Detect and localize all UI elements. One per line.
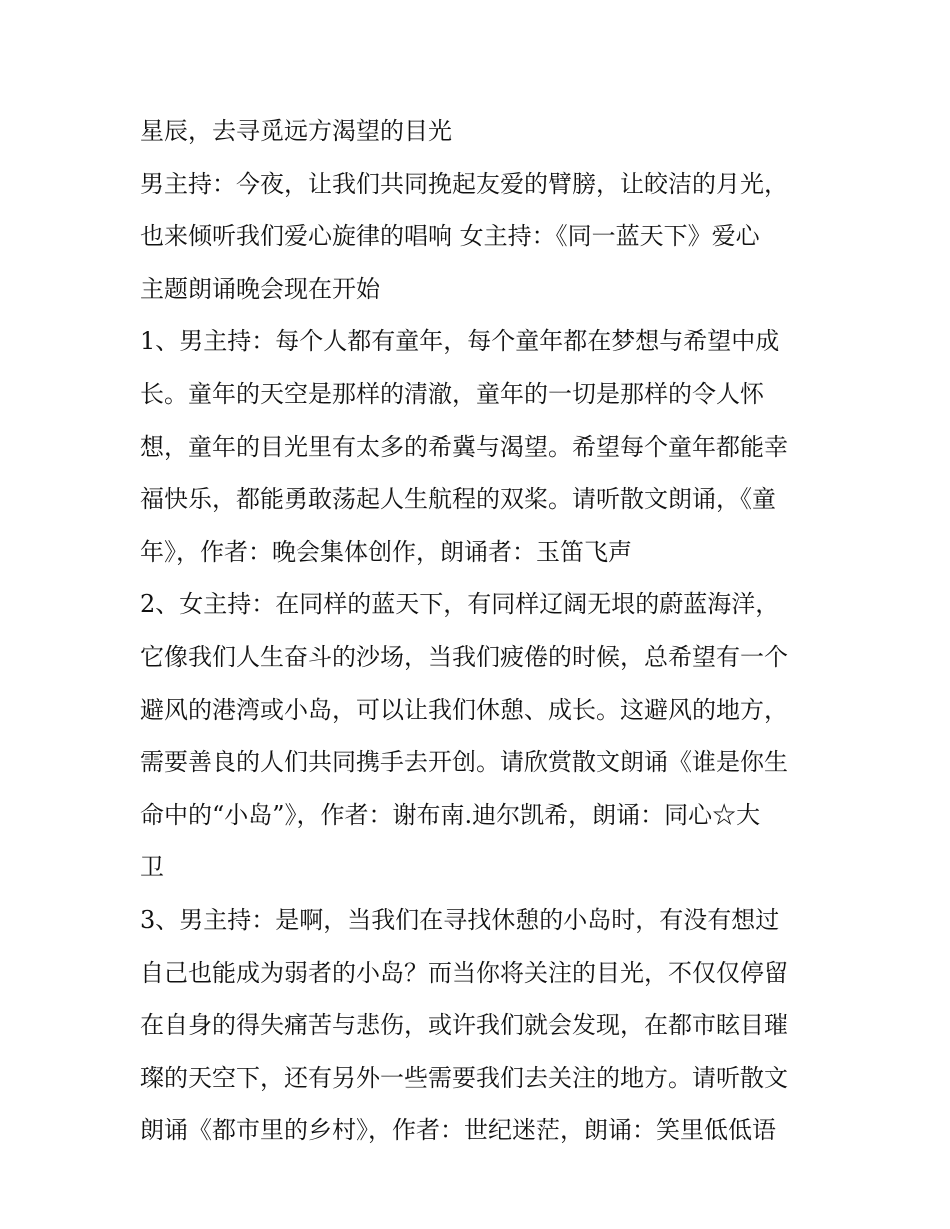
text-line: 星辰，去寻觅远方渴望的目光 bbox=[140, 117, 452, 145]
text-line: 璨的天空下，还有另外一些需要我们去关注的地方。请听散文 bbox=[140, 1063, 788, 1092]
text-line: 主题朗诵晚会现在开始 bbox=[140, 274, 380, 303]
text-line: 朗诵《都市里的乡村》，作者：世纪迷茫，朗诵：笑里低低语 bbox=[140, 1116, 776, 1145]
text-line: 也来倾听我们爱心旋律的唱响 女主持：《同一蓝天下》爱心 bbox=[140, 222, 760, 251]
text-line: 1、男主持：每个人都有童年，每个童年都在梦想与希望中成 bbox=[140, 327, 780, 356]
text-line: 命中的“小岛”》，作者：谢布南.迪尔凯希，朗诵：同心☆大 bbox=[140, 800, 761, 829]
text-line: 想，童年的目光里有太多的希冀与渴望。希望每个童年都能幸 bbox=[140, 432, 788, 461]
text-line: 2、女主持：在同样的蓝天下，有同样辽阔无垠的蔚蓝海洋， bbox=[140, 590, 780, 619]
text-line: 避风的港湾或小岛，可以让我们休憩、成长。这避风的地方， bbox=[140, 695, 788, 724]
text-line: 年》，作者：晚会集体创作，朗诵者：玉笛飞声 bbox=[140, 537, 632, 566]
text-line: 3、男主持：是啊，当我们在寻找休憩的小岛时，有没有想过 bbox=[140, 905, 780, 934]
text-line: 福快乐，都能勇敢荡起人生航程的双桨。请听散文朗诵，《童 bbox=[140, 485, 776, 514]
text-line: 男主持：今夜，让我们共同挽起友爱的臂膀，让皎洁的月光， bbox=[140, 169, 788, 198]
text-line: 在自身的得失痛苦与悲伤，或许我们就会发现，在都市眩目璀 bbox=[140, 1011, 788, 1040]
text-line: 卫 bbox=[140, 853, 164, 882]
text-line: 需要善良的人们共同携手去开创。请欣赏散文朗诵《谁是你生 bbox=[140, 748, 788, 777]
script-text bbox=[140, 105, 830, 1157]
text-line: 长。童年的天空是那样的清澈，童年的一切是那样的令人怀 bbox=[140, 379, 764, 408]
text-line: 它像我们人生奋斗的沙场，当我们疲倦的时候，总希望有一个 bbox=[140, 642, 788, 671]
text-line: 自己也能成为弱者的小岛？而当你将关注的目光，不仅仅停留 bbox=[140, 958, 788, 987]
